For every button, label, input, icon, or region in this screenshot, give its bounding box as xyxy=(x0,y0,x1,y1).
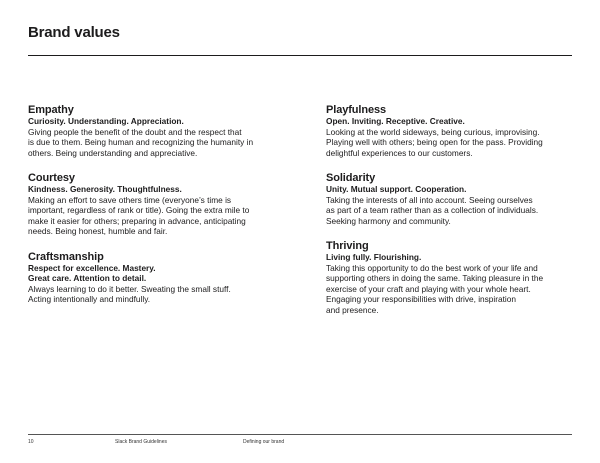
value-subheading: Curiosity. Understanding. Appreciation. xyxy=(28,116,184,126)
value-subheading: Unity. Mutual support. Cooperation. xyxy=(326,184,467,194)
value-courtesy xyxy=(28,172,286,237)
value-heading: Courtesy xyxy=(28,172,75,184)
value-thriving xyxy=(326,240,576,315)
value-subheading: Living fully. Flourishing. xyxy=(326,252,422,262)
footer-page-number: 10 xyxy=(28,439,34,445)
value-heading: Empathy xyxy=(28,104,74,116)
value-solidarity xyxy=(326,172,576,226)
value-empathy xyxy=(28,104,286,158)
value-body: Taking this opportunity to do the best work of your life and supporting others in doing the same. Taking pleasure in the exercise of your craft and playing with your whole heart. Engaging your responsibilities with drive, inspiration and presence. xyxy=(326,262,544,315)
footer-divider xyxy=(28,434,572,435)
values-column-left xyxy=(28,104,286,319)
value-subheading: Kindness. Generosity. Thoughtfulness. xyxy=(28,184,182,194)
value-body: Always learning to do it better. Sweating the small stuff. Acting intentionally and mindfully. xyxy=(28,283,231,304)
value-subheading: Open. Inviting. Receptive. Creative. xyxy=(326,116,465,126)
header-divider xyxy=(28,55,572,56)
value-heading: Solidarity xyxy=(326,172,376,184)
value-craftsmanship xyxy=(28,251,286,305)
value-subheading: Respect for excellence. Mastery. Great care. Attention to detail. xyxy=(28,262,156,283)
value-heading: Craftsmanship xyxy=(28,250,104,263)
value-heading: Playfulness xyxy=(326,104,387,116)
value-body: Taking the interests of all into account. Seeing ourselves as part of a team rather than as a collection of individuals. Seeking harmony and community. xyxy=(326,194,539,226)
values-column-right xyxy=(326,104,576,329)
footer-document-name: Slack Brand Guidelines xyxy=(115,439,167,445)
value-body: Making an effort to save others time (everyone’s time is important, regardless of rank or title). Going the extra mile to make it easier for others; preparing in advance, anticipating needs. Being honest, humble and fair. xyxy=(28,194,250,236)
value-body: Looking at the world sideways, being curious, improvising. Playing well with others; being open for the pass. Providing delightful experiences to our customers. xyxy=(326,126,543,158)
footer-section-name: Defining our brand xyxy=(243,439,285,445)
value-heading: Thriving xyxy=(326,240,369,252)
value-playfulness xyxy=(326,104,576,158)
page-title: Brand values xyxy=(28,24,120,41)
value-body: Giving people the benefit of the doubt and the respect that is due to them. Being human and recognizing the humanity in others. Being understanding and appreciative. xyxy=(28,126,254,158)
